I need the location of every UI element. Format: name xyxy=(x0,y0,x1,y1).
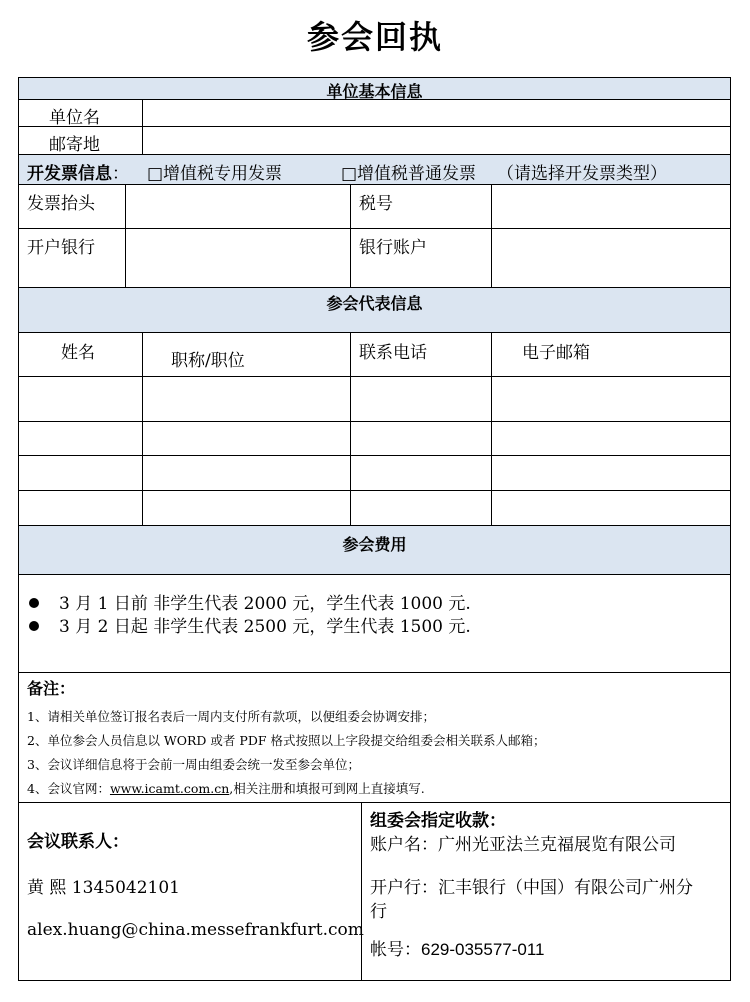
rep-title-field[interactable] xyxy=(143,377,351,421)
note-item-prefix: 4、会议官网： xyxy=(27,781,110,796)
tax-id-label: 税号 xyxy=(359,194,393,214)
column-email: 电子邮箱 xyxy=(522,343,590,363)
contact-name-phone: 黄 熙 1345042101 xyxy=(27,878,180,898)
invoice-type-hint: （请选择开发票类型） xyxy=(497,164,667,184)
account-label-cell xyxy=(351,229,492,287)
fee-text: 3 月 2 日起 非学生代表 2500 元，学生代表 1500 元. xyxy=(59,617,471,637)
payment-label: 组委会指定收款： xyxy=(370,811,506,831)
tax-id-field[interactable] xyxy=(492,185,730,228)
rep-name-field[interactable] xyxy=(19,456,143,490)
table-row xyxy=(19,456,730,491)
account-label: 银行账户 xyxy=(359,238,427,258)
invoice-label: 开发票信息 xyxy=(27,164,112,184)
section-header-unit-info xyxy=(19,78,730,100)
contact-label: 会议联系人： xyxy=(27,832,129,852)
rep-phone-field[interactable] xyxy=(351,491,492,525)
section-header-reps xyxy=(19,288,730,333)
invoice-title-label-cell xyxy=(19,185,126,228)
payment-bank-line1: 开户行：汇丰银行（中国）有限公司广州分 xyxy=(370,878,693,898)
payment-account-line xyxy=(370,935,545,960)
bank-row xyxy=(19,229,730,288)
invoice-option-special[interactable]: □增值税专用发票 xyxy=(147,164,283,184)
invoice-option-normal[interactable]: □增值税普通发票 xyxy=(341,164,477,184)
address-row xyxy=(19,127,730,155)
rep-title-field[interactable] xyxy=(143,422,351,455)
column-phone-cell xyxy=(351,333,492,376)
bullet-icon xyxy=(29,598,39,608)
notes-label: 备注： xyxy=(27,679,76,698)
column-phone: 联系电话 xyxy=(359,343,427,363)
fees-block xyxy=(19,575,730,673)
unit-name-field[interactable] xyxy=(143,100,730,126)
payment-account-name: 账户名：广州光亚法兰克福展览有限公司 xyxy=(370,835,676,855)
list-item xyxy=(29,589,471,614)
account-field[interactable] xyxy=(492,229,730,287)
list-item xyxy=(29,612,471,637)
rep-email-field[interactable] xyxy=(492,491,730,525)
rep-name-field[interactable] xyxy=(19,377,143,421)
rep-name-field[interactable] xyxy=(19,491,143,525)
section-title: 参会代表信息 xyxy=(326,294,423,313)
section-header-fees xyxy=(19,526,730,575)
section-title: 参会费用 xyxy=(342,535,407,554)
column-name: 姓名 xyxy=(61,343,95,363)
notes-block xyxy=(19,673,730,803)
column-title-cell xyxy=(143,333,351,376)
invoice-type-row xyxy=(19,155,730,185)
payment-account-no-label: 帐号： xyxy=(370,940,421,960)
rep-title-field[interactable] xyxy=(143,491,351,525)
rep-email-field[interactable] xyxy=(492,377,730,421)
table-row xyxy=(19,377,730,422)
address-field[interactable] xyxy=(143,127,730,154)
rep-email-field[interactable] xyxy=(492,456,730,490)
address-label: 邮寄地 xyxy=(49,135,100,155)
note-item: 2、单位参会人员信息以 WORD 或者 PDF 格式按照以上字段提交给组委会相关联系人邮箱； xyxy=(27,733,546,748)
bullet-icon xyxy=(29,621,39,631)
payment-cell xyxy=(362,803,730,980)
unit-name-label-cell xyxy=(19,100,143,126)
fee-text: 3 月 1 日前 非学生代表 2000 元，学生代表 1000 元. xyxy=(59,594,471,614)
section-title: 单位基本信息 xyxy=(326,82,423,101)
rep-email-field[interactable] xyxy=(492,422,730,455)
column-name-cell xyxy=(19,333,143,376)
note-item: 3、会议详细信息将于会前一周由组委会统一发至参会单位； xyxy=(27,757,360,772)
bank-field[interactable] xyxy=(126,229,351,287)
registration-form xyxy=(18,77,731,981)
rep-name-field[interactable] xyxy=(19,422,143,455)
note-item xyxy=(27,779,425,797)
payment-bank-line2: 行 xyxy=(370,902,387,922)
rep-phone-field[interactable] xyxy=(351,456,492,490)
table-row xyxy=(19,422,730,456)
invoice-title-label: 发票抬头 xyxy=(27,194,95,214)
tax-id-label-cell xyxy=(351,185,492,228)
note-item-suffix: ,相关注册和填报可到网上直接填写. xyxy=(229,781,425,796)
page-title: 参会回执 xyxy=(306,18,443,56)
unit-name-row xyxy=(19,100,730,127)
bank-label: 开户银行 xyxy=(27,238,95,258)
table-row xyxy=(19,491,730,526)
unit-name-label: 单位名 xyxy=(49,108,100,128)
invoice-colon: ： xyxy=(112,164,129,184)
column-email-cell xyxy=(492,333,730,376)
invoice-title-row xyxy=(19,185,730,229)
invoice-title-field[interactable] xyxy=(126,185,351,228)
column-title: 职称/职位 xyxy=(171,351,245,371)
payment-account-no: 629-035577-011 xyxy=(421,940,545,959)
rep-phone-field[interactable] xyxy=(351,377,492,421)
website-link[interactable]: www.icamt.com.cn xyxy=(109,781,230,796)
rep-title-field[interactable] xyxy=(143,456,351,490)
invoice-type-line xyxy=(27,159,129,184)
note-item: 1、请相关单位签订报名表后一周内支付所有款项，以便组委会协调安排； xyxy=(27,709,435,724)
contact-email[interactable]: alex.huang@china.messefrankfurt.com xyxy=(27,920,364,940)
contact-cell xyxy=(19,803,362,980)
address-label-cell xyxy=(19,127,143,154)
bank-label-cell xyxy=(19,229,126,287)
rep-columns-row xyxy=(19,333,730,377)
contact-payment-row xyxy=(19,803,730,980)
rep-phone-field[interactable] xyxy=(351,422,492,455)
